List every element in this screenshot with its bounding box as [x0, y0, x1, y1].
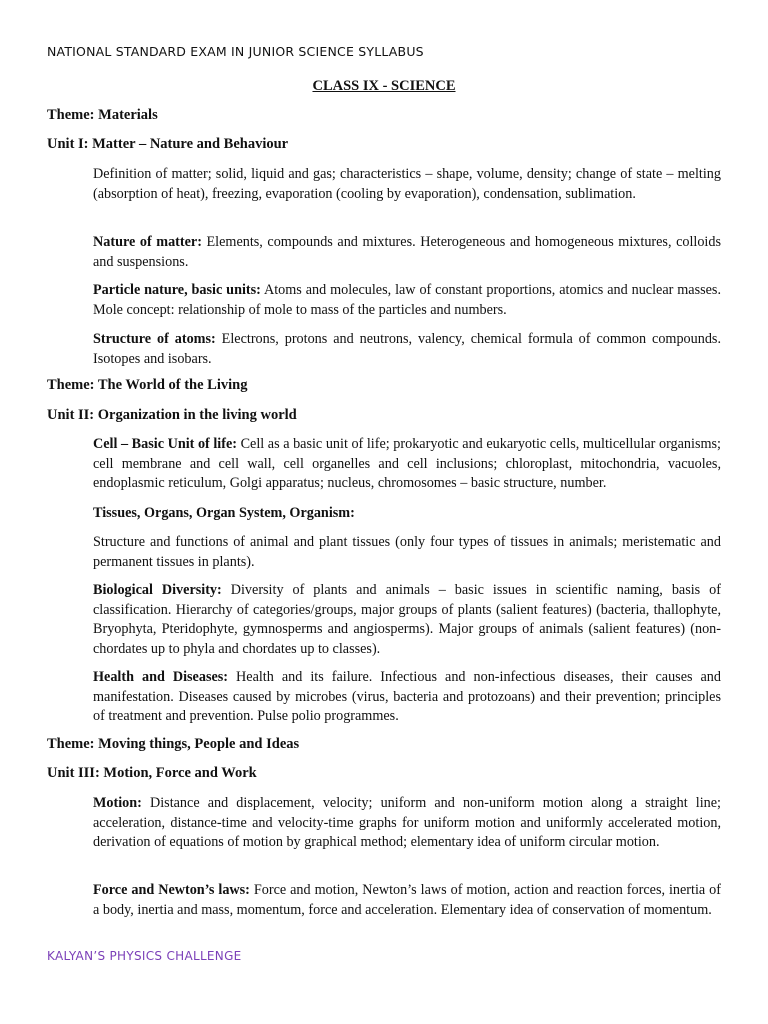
paragraph-label: Motion:	[93, 795, 142, 811]
unit1-heading: Unit I: Matter – Nature and Behaviour	[47, 136, 289, 152]
paragraph-text: Cell as a basic unit of life; prokaryotic and eukaryotic cells, multicellular organisms; cell membrane and cell wall, cell organelles and cell inclusions; chloroplast, mitochondria, vacuoles, endoplasmic reticulum, Golgi apparatus; nucleus, chromosomes – basic structure, number.	[93, 436, 721, 492]
theme-materials-heading: Theme: Materials	[47, 107, 158, 123]
paragraph-label: Biological Diversity:	[93, 582, 222, 598]
paragraph-text: Distance and displacement, velocity; uniform and non-uniform motion along a straight line; acceleration, distance-time and velocity-time graphs for uniform motion and uniformly accelerated motion, derivation of equations of motion by graphical method; elementary idea of uniform circular motion.	[93, 795, 721, 851]
paragraph-text: Diversity of plants and animals – basic issues in scientific naming, basis of classification. Hierarchy of categories/groups, major groups of plants (salient features) (bacteria, thallophyte, Bryophyta, Pteridophyte, gymnosperms and angiosperms). Major groups of animals (salient features) (non-chordates up to phyla and chordates up to classes).	[93, 582, 721, 657]
paragraph-label: Cell – Basic Unit of life:	[93, 436, 237, 452]
unit1-atoms-paragraph	[93, 330, 721, 369]
unit2-diversity-paragraph	[93, 581, 721, 659]
paragraph-label: Nature of matter:	[93, 234, 202, 250]
paragraph-text: Electrons, protons and neutrons, valency, chemical formula of common compounds. Isotopes and isobars.	[93, 331, 721, 367]
paragraph-text: Health and its failure. Infectious and non-infectious diseases, their causes and manifestation. Diseases caused by microbes (virus, bacteria and protozoans) and their prevention; principles of treatment and prevention. Pulse polio programmes.	[93, 669, 721, 725]
paragraph-label: Structure of atoms:	[93, 331, 216, 347]
unit2-health-paragraph	[93, 668, 721, 727]
paragraph-label: Force and Newton’s laws:	[93, 882, 250, 898]
unit3-heading: Unit III: Motion, Force and Work	[47, 765, 257, 781]
footer-brand: KALYAN’S PHYSICS CHALLENGE	[47, 949, 242, 963]
unit2-tissues-paragraph: Structure and functions of animal and plant tissues (only four types of tissues in animals; meristematic and permanent tissues in plants).	[93, 534, 721, 570]
paragraph-text: Elements, compounds and mixtures. Heterogeneous and homogeneous mixtures, colloids and suspensions.	[93, 234, 721, 270]
paragraph-text: Force and motion, Newton’s laws of motion, action and reaction forces, inertia of a body, inertia and mass, momentum, force and acceleration. Elementary idea of conservation of momentum.	[93, 882, 721, 918]
unit3-motion-paragraph	[93, 794, 721, 853]
paragraph-label: Particle nature, basic units:	[93, 282, 261, 298]
theme-moving-heading: Theme: Moving things, People and Ideas	[47, 736, 300, 752]
unit2-cell-paragraph	[93, 435, 721, 494]
paragraph-label: Health and Diseases:	[93, 669, 229, 685]
paragraph-text: Atoms and molecules, law of constant proportions, atomics and nuclear masses. Mole concept: relationship of mole to mass of the particles and numbers.	[93, 282, 721, 318]
unit3-force-paragraph	[93, 881, 721, 920]
unit2-tissues-heading: Tissues, Organs, Organ System, Organism:	[93, 505, 355, 521]
unit1-nature-paragraph	[93, 233, 721, 272]
class-title: CLASS IX - SCIENCE	[312, 78, 456, 94]
unit2-heading: Unit II: Organization in the living world	[47, 407, 297, 423]
unit1-particle-paragraph	[93, 281, 721, 320]
exam-title-header: NATIONAL STANDARD EXAM IN JUNIOR SCIENCE SYLLABUS	[47, 44, 424, 59]
theme-living-heading: Theme: The World of the Living	[47, 377, 248, 393]
unit1-definition-paragraph: Definition of matter; solid, liquid and gas; characteristics – shape, volume, density; change of state – melting (absorption of heat), freezing, evaporation (cooling by evaporation), condensation, sublimation.	[93, 166, 721, 202]
